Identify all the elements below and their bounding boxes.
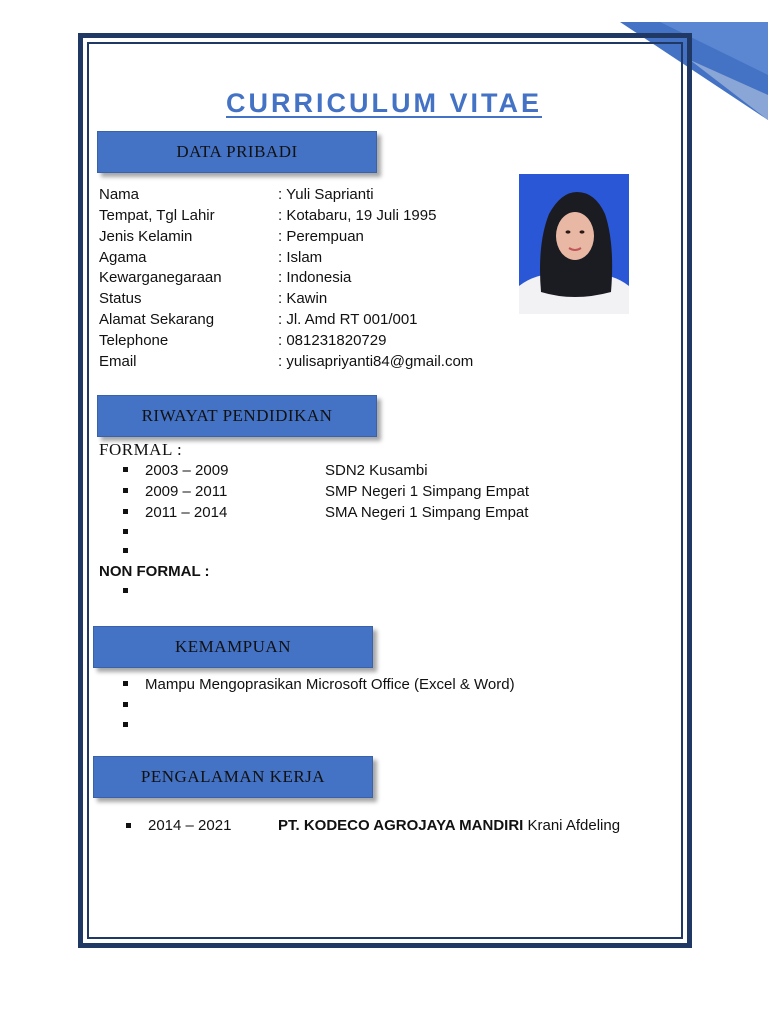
formal-heading: FORMAL : <box>99 440 183 459</box>
info-value: : Yuli Saprianti <box>278 186 374 203</box>
skill-item: Mampu Mengoprasikan Microsoft Office (Excel & Word) <box>145 676 515 693</box>
info-value: : yulisapriyanti84@gmail.com <box>278 353 474 370</box>
education-school: SMP Negeri 1 Simpang Empat <box>325 483 529 500</box>
bullet-icon <box>123 681 128 686</box>
info-label: Telephone <box>99 332 169 349</box>
info-value: : Perempuan <box>278 228 364 245</box>
experience-detail <box>278 816 620 836</box>
info-label: Alamat Sekarang <box>99 311 215 328</box>
experience-position: Krani Afdeling <box>527 817 621 834</box>
info-value: : 081231820729 <box>278 332 387 349</box>
education-years: 2003 – 2009 <box>145 462 229 479</box>
education-years: 2009 – 2011 <box>145 483 228 500</box>
bullet-icon <box>123 702 128 707</box>
info-label: Nama <box>99 186 140 203</box>
bullet-icon <box>123 509 128 514</box>
info-value: : Indonesia <box>278 269 352 286</box>
education-school: SMA Negeri 1 Simpang Empat <box>325 504 529 521</box>
info-value: : Islam <box>278 249 323 266</box>
info-label: Agama <box>99 249 147 266</box>
bullet-icon <box>123 548 128 553</box>
info-label: Tempat, Tgl Lahir <box>99 207 215 224</box>
bullet-icon <box>123 588 128 593</box>
experience-company: PT. KODECO AGROJAYA MANDIRI <box>278 817 524 834</box>
info-label: Kewarganegaraan <box>99 269 222 286</box>
bullet-icon <box>123 529 128 534</box>
non-formal-heading: NON FORMAL : <box>99 563 210 580</box>
bullet-icon <box>126 823 131 828</box>
section-header-education: RIWAYAT PENDIDIKAN <box>97 395 377 437</box>
page-title: CURRICULUM VITAE <box>226 88 542 118</box>
info-value: : Kotabaru, 19 Juli 1995 <box>278 207 437 224</box>
profile-photo <box>519 174 629 314</box>
section-header-skills: KEMAMPUAN <box>93 626 373 668</box>
info-label: Email <box>99 353 137 370</box>
bullet-icon <box>123 467 128 472</box>
info-label: Jenis Kelamin <box>99 228 193 245</box>
info-label: Status <box>99 290 142 307</box>
education-school: SDN2 Kusambi <box>325 462 428 479</box>
experience-years: 2014 – 2021 <box>148 817 232 834</box>
info-value: : Kawin <box>278 290 328 307</box>
education-years: 2011 – 2014 <box>145 504 228 521</box>
info-value: : Jl. Amd RT 001/001 <box>278 311 418 328</box>
section-header-experience: PENGALAMAN KERJA <box>93 756 373 798</box>
bullet-icon <box>123 722 128 727</box>
bullet-icon <box>123 488 128 493</box>
section-header-personal: DATA PRIBADI <box>97 131 377 173</box>
